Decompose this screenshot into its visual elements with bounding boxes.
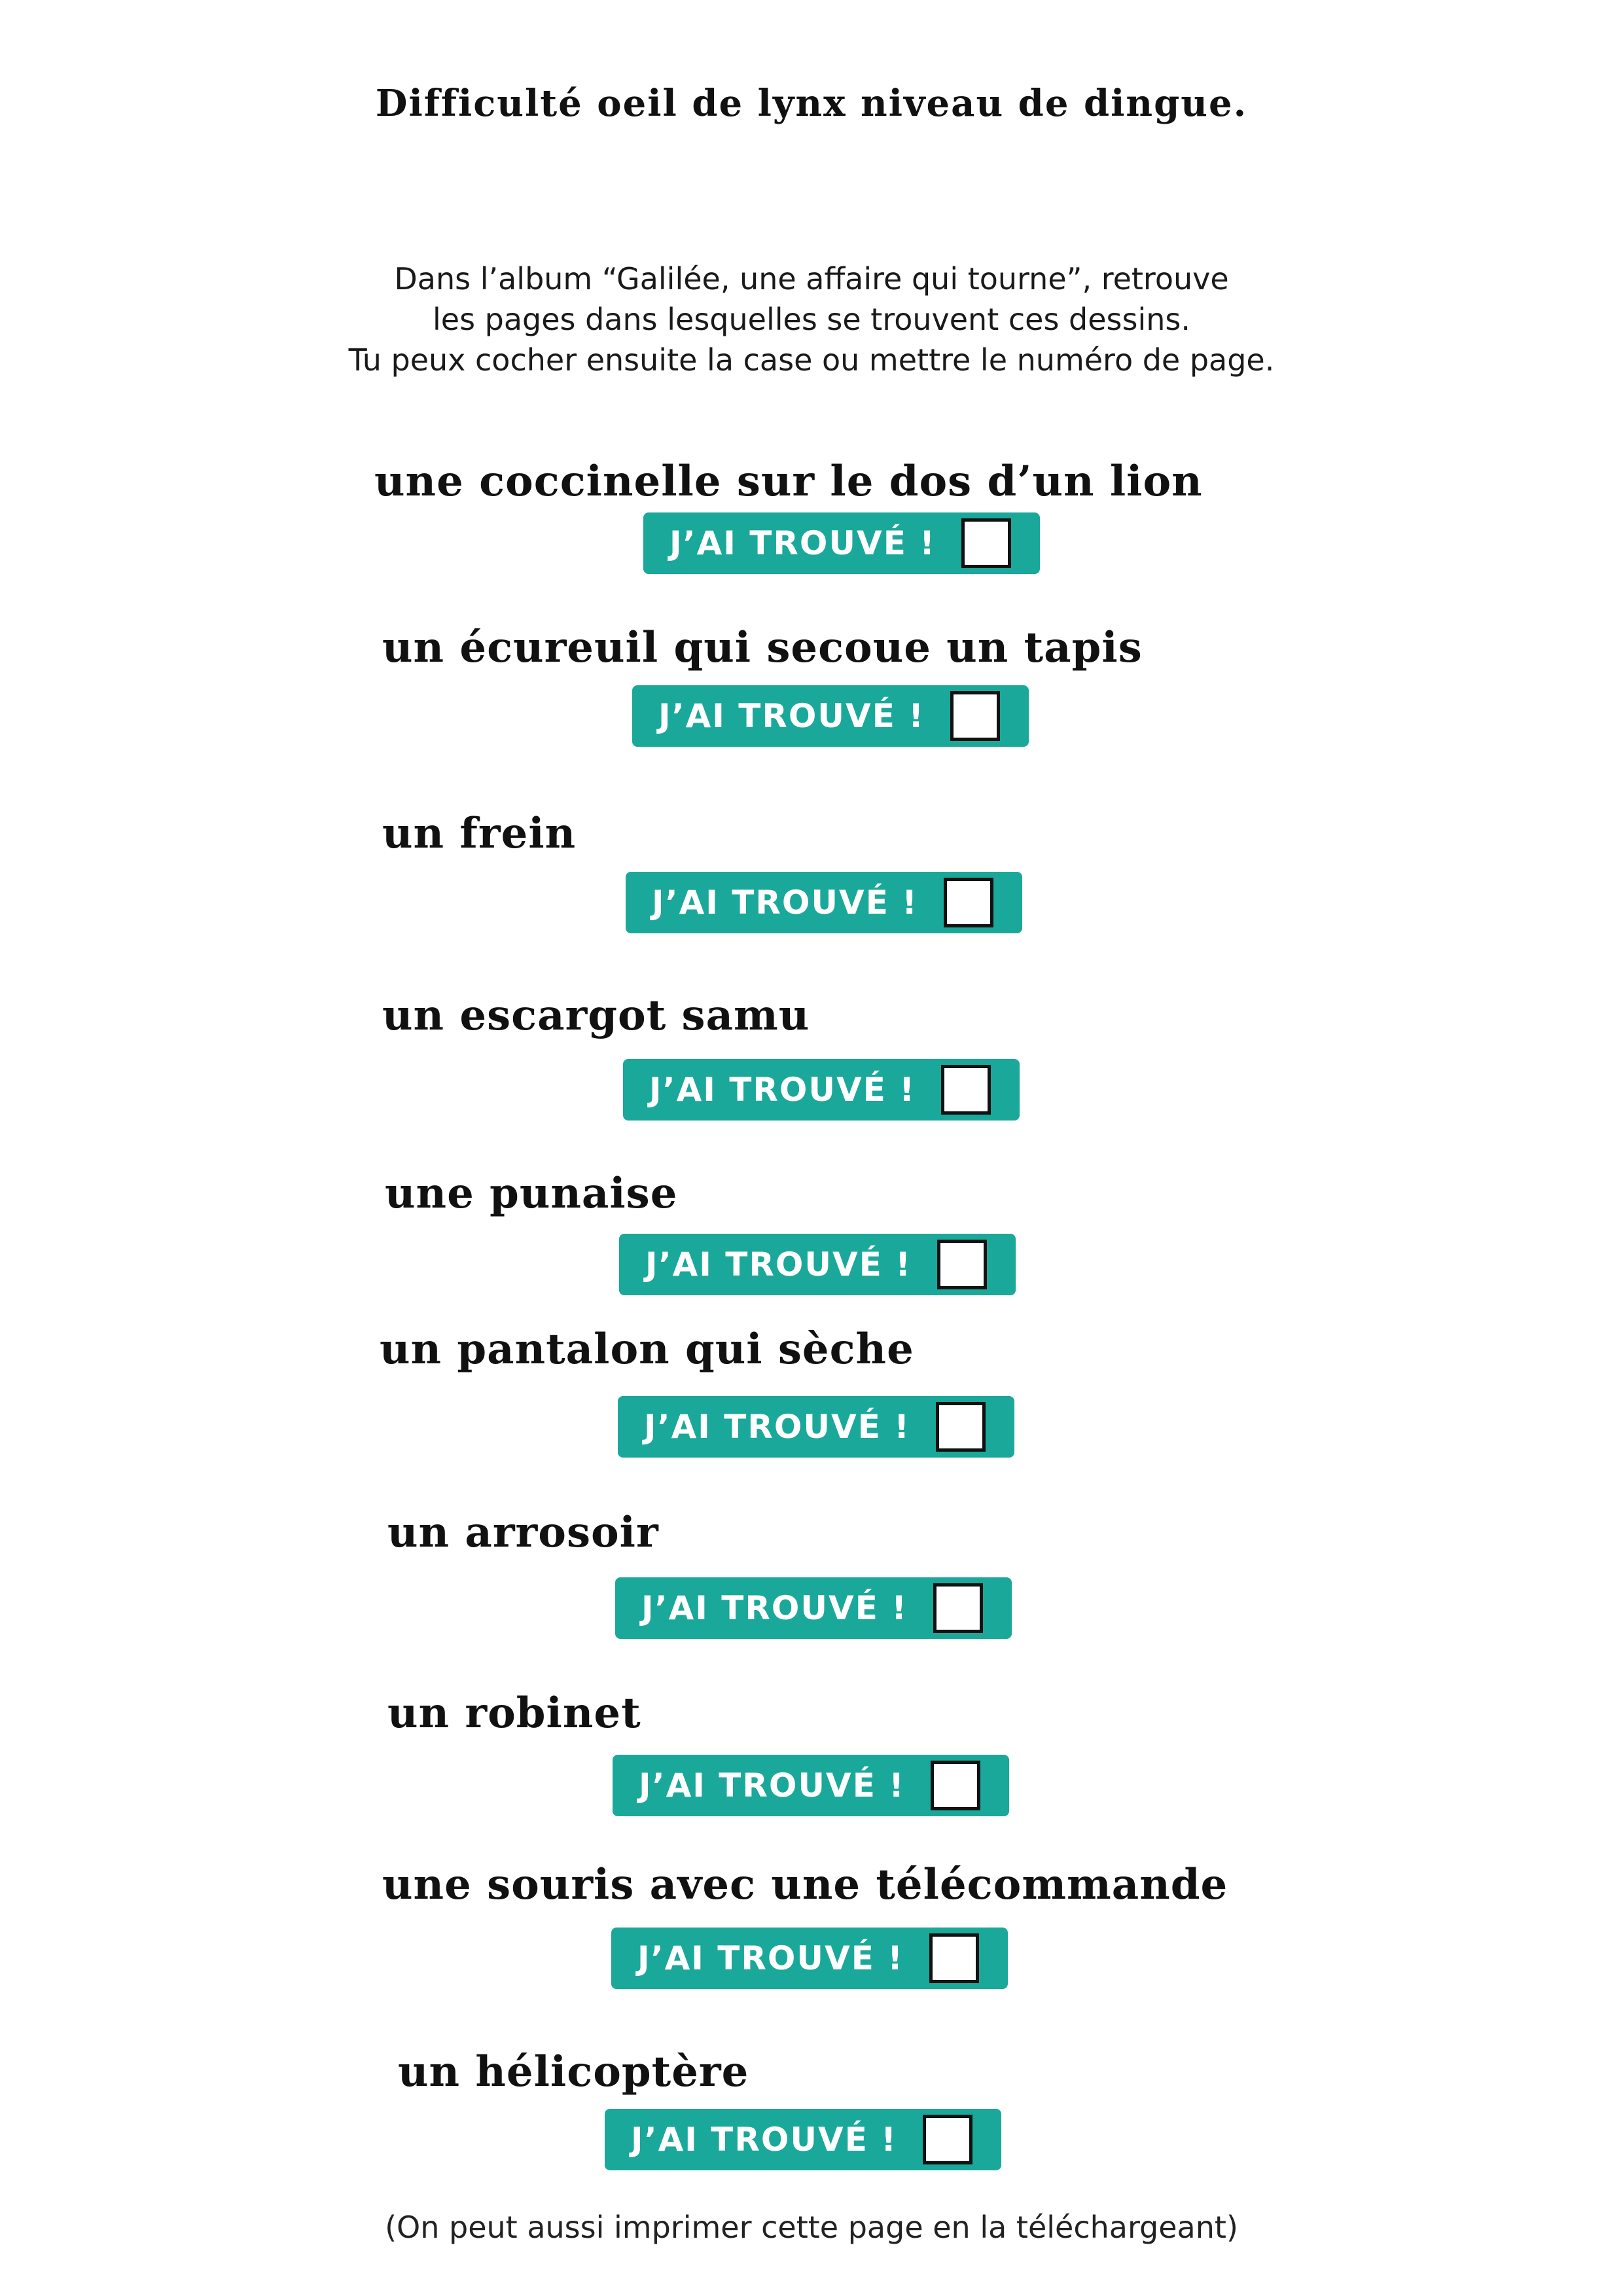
found-checkbox-helicoptere[interactable] [923,2115,972,2164]
found-button-label: J’AI TROUVÉ ! [639,1767,906,1804]
found-button-escargot[interactable] [623,1059,1020,1121]
found-button-label: J’AI TROUVÉ ! [669,524,936,562]
found-checkbox-pantalon[interactable] [936,1402,986,1452]
instructions-line-2: les pages dans lesquelles se trouvent ces dessins. [432,302,1191,337]
found-button-helicoptere[interactable] [605,2109,1001,2170]
found-button-label: J’AI TROUVÉ ! [652,884,919,922]
found-checkbox-escargot[interactable] [941,1065,991,1115]
item-label-robinet: un robinet [387,1689,641,1738]
found-button-label: J’AI TROUVÉ ! [658,697,925,735]
found-checkbox-souris[interactable] [929,1933,979,1983]
instructions-line-3: Tu peux cocher ensuite la case ou mettre le numéro de page. [348,342,1275,378]
found-checkbox-arrosoir[interactable] [933,1583,983,1633]
item-label-ecureuil: un écureuil qui secoue un tapis [382,623,1143,672]
found-button-souris[interactable] [611,1928,1008,1989]
item-label-souris: une souris avec une télécommande [382,1860,1228,1909]
found-button-frein[interactable] [626,872,1022,933]
instructions-line-1: Dans l’album “Galilée, une affaire qui tourne”, retrouve [394,261,1229,296]
item-label-punaise: une punaise [385,1169,678,1218]
found-checkbox-coccinelle[interactable] [961,518,1011,568]
item-label-coccinelle: une coccinelle sur le dos d’un lion [374,457,1203,506]
page-title: Difficulté oeil de lynx niveau de dingue. [375,82,1248,125]
item-label-arrosoir: un arrosoir [387,1508,659,1557]
instructions [0,259,1623,380]
found-checkbox-robinet[interactable] [931,1761,980,1810]
found-button-label: J’AI TROUVÉ ! [641,1589,908,1627]
item-label-frein: un frein [382,809,577,858]
found-button-robinet[interactable] [613,1755,1009,1816]
item-label-escargot: un escargot samu [382,991,810,1040]
found-button-pantalon[interactable] [618,1396,1014,1458]
item-label-helicoptere: un hélicoptère [398,2047,749,2096]
found-checkbox-ecureuil[interactable] [950,691,1000,741]
found-button-label: J’AI TROUVÉ ! [644,1408,911,1446]
found-button-label: J’AI TROUVÉ ! [631,2121,898,2159]
item-label-pantalon: un pantalon qui sèche [380,1325,914,1374]
found-button-label: J’AI TROUVÉ ! [645,1246,912,1283]
found-button-coccinelle[interactable] [643,512,1040,574]
found-button-label: J’AI TROUVÉ ! [649,1071,916,1109]
found-button-label: J’AI TROUVÉ ! [637,1939,904,1977]
found-button-punaise[interactable] [619,1234,1016,1295]
found-button-ecureuil[interactable] [632,685,1029,747]
found-checkbox-punaise[interactable] [937,1240,987,1289]
found-button-arrosoir[interactable] [615,1577,1012,1639]
footer-note: (On peut aussi imprimer cette page en la téléchargeant) [385,2210,1238,2245]
found-checkbox-frein[interactable] [944,878,993,927]
